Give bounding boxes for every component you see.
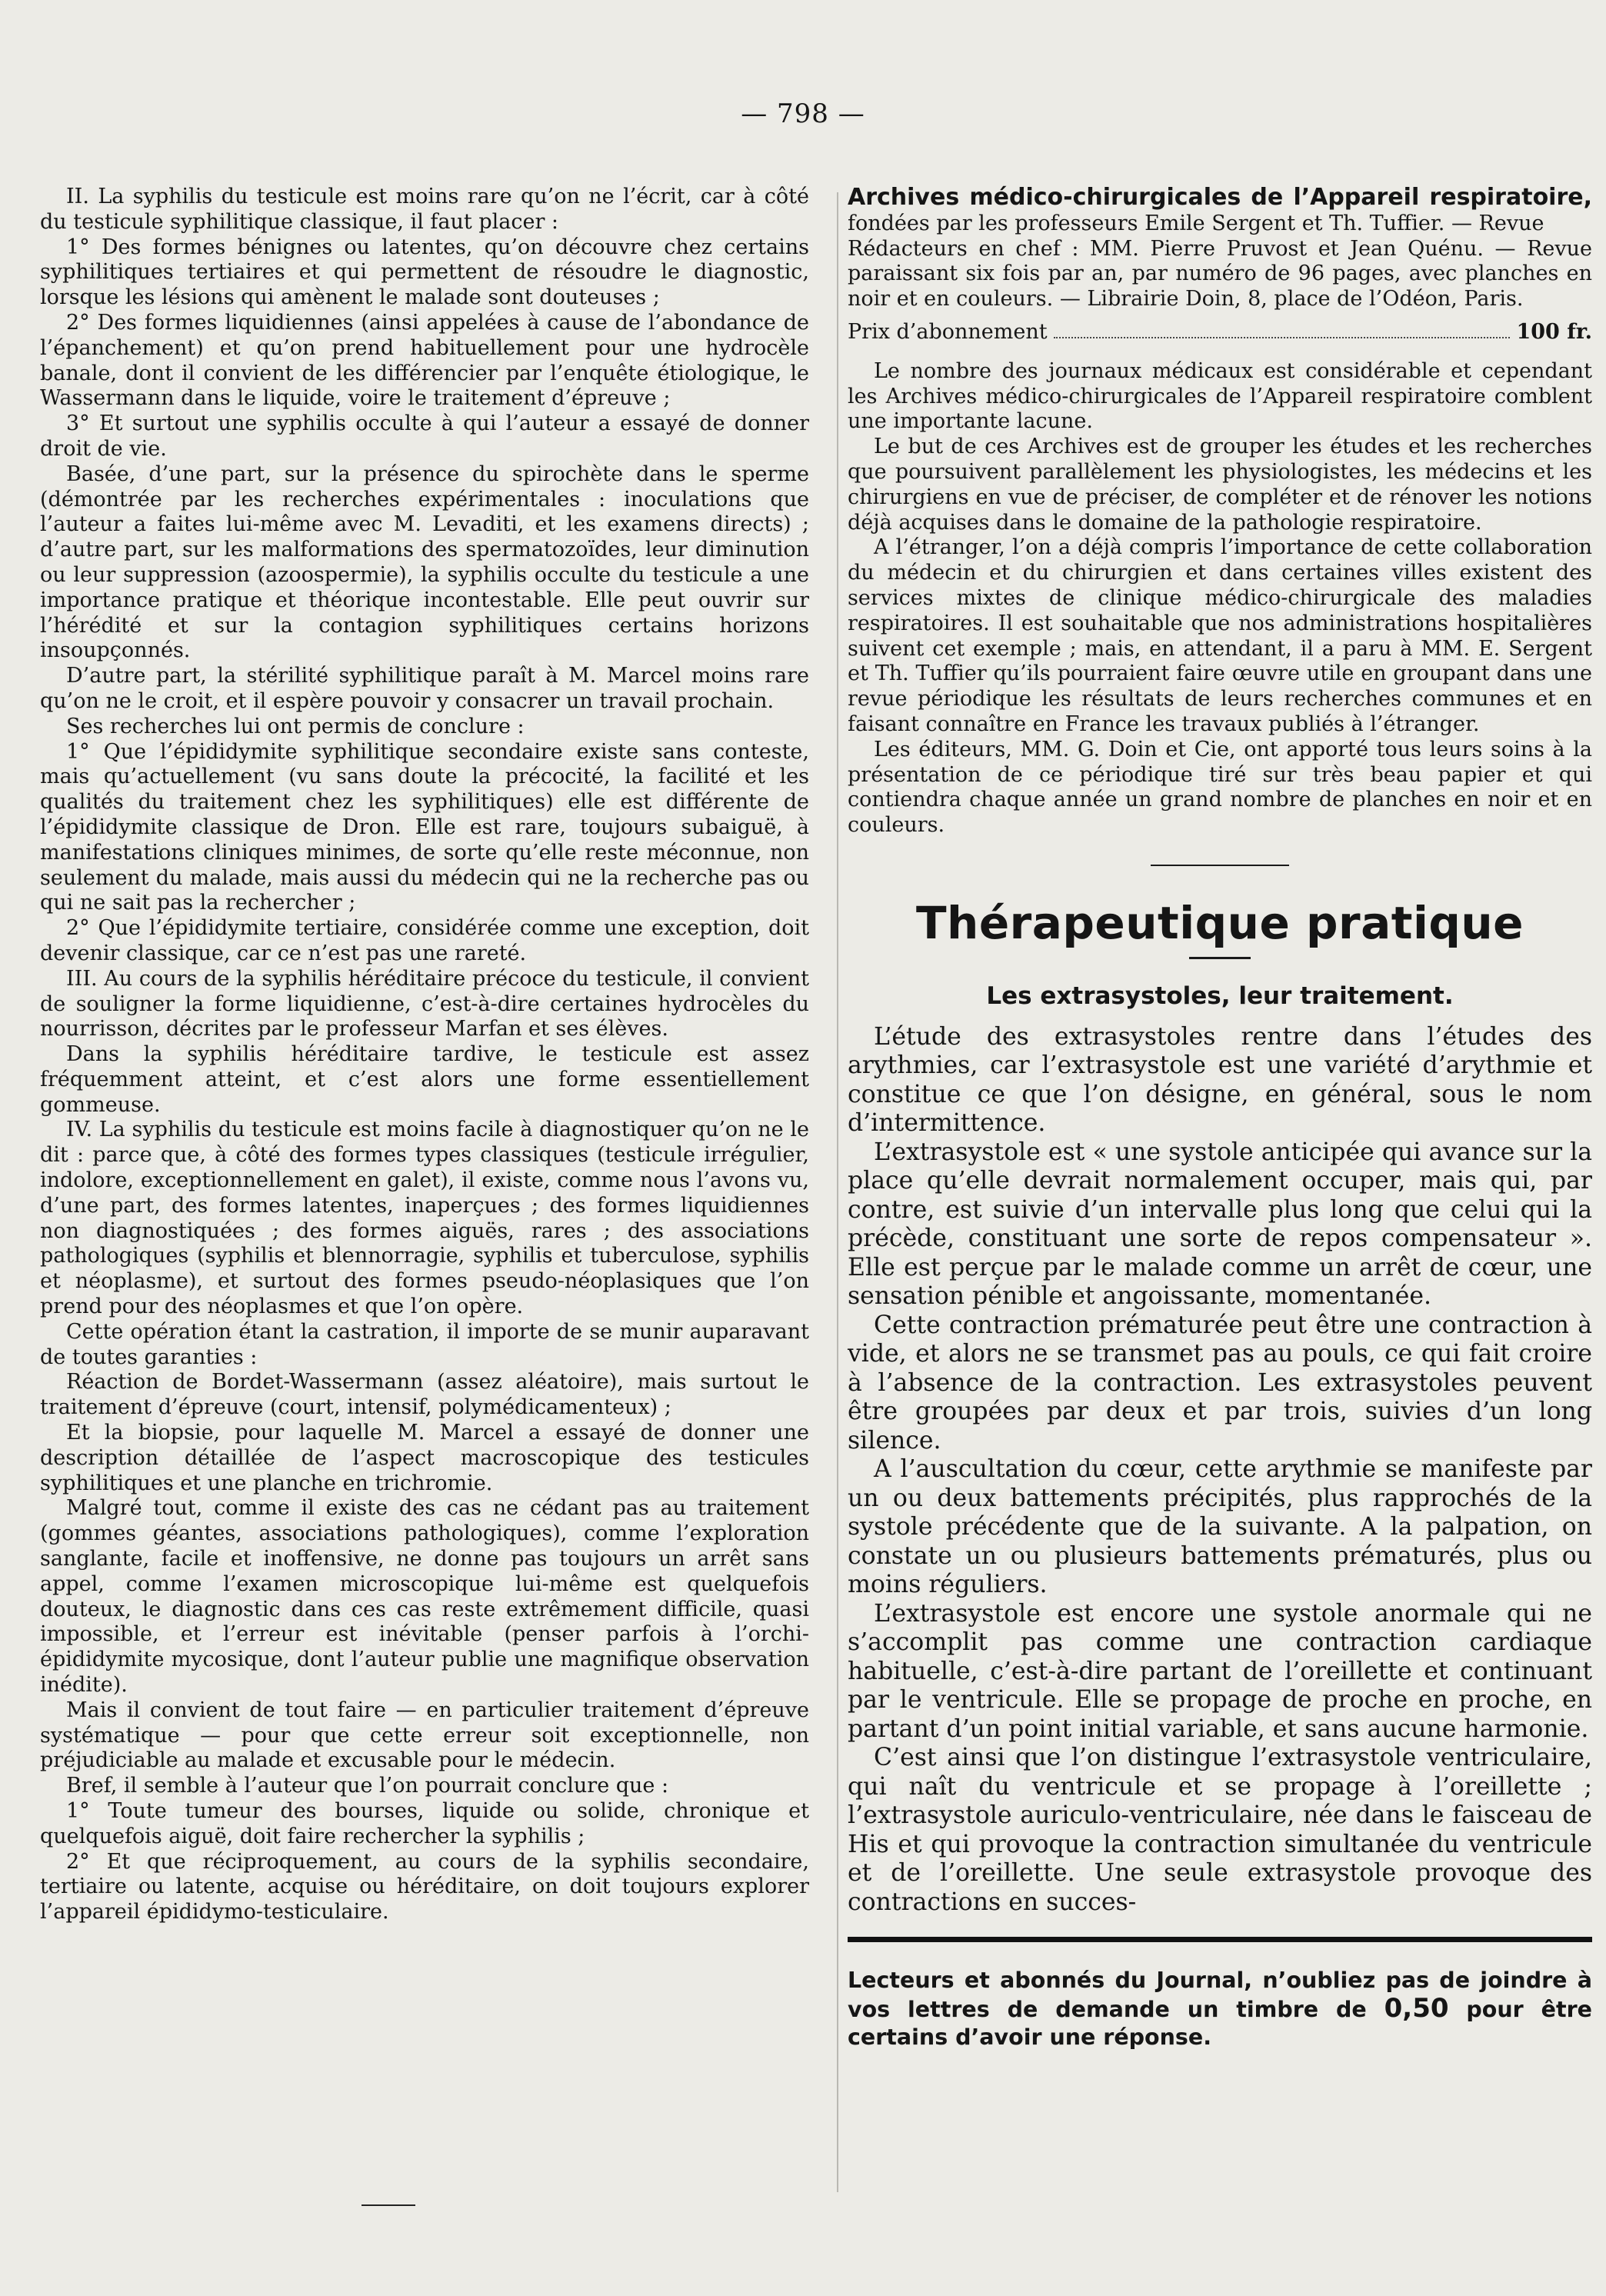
- page-number: — 798 —: [741, 98, 865, 129]
- article-paragraph: A l’auscultation du cœur, cette arythmie se manifeste par un ou deux battements précipités, plus rapprochés de la systole précédente que de la suivante. A la palpation, on constate un ou plusieurs battements prématurés, plus ou moins réguliers.: [848, 1455, 1592, 1599]
- paragraph: 3° Et surtout une syphilis occulte à qui l’auteur a essayé de donner droit de vie.: [40, 412, 809, 461]
- article-paragraph: C’est ainsi que l’on distingue l’extrasystole ventriculaire, qui naît du ventricule et se propage à l’oreillette ; l’extrasystole auriculo-ventriculaire, née dans le faisceau de His et qui provoque la contraction simultanée du ventricule et de l’oreillette. Une seule extrasystole provoque des contractions en succes-: [848, 1744, 1592, 1916]
- paragraph: 2° Que l’épididymite tertiaire, considérée comme une exception, doit devenir classique, car ce n’est pas une rareté.: [40, 916, 809, 965]
- article-body: [848, 1023, 1592, 1918]
- notice-rule: [848, 1937, 1592, 1942]
- column-divider: [837, 192, 838, 2192]
- section-title: Thérapeutique pratique: [915, 896, 1524, 949]
- section-separator: [1151, 865, 1289, 866]
- paragraph: Bref, il semble à l’auteur que l’on pourrait conclure que :: [66, 1774, 669, 1798]
- article-paragraph: L’extrasystole est encore une systole anormale qui ne s’accomplit pas comme une contraction cardiaque habituelle, c’est-à-dire partant de l’oreillette et continuant par le ventricule. Elle se propage de proche en proche, en partant d’un point initial variable, et sans aucune harmonie.: [848, 1599, 1592, 1743]
- left-column: [40, 185, 809, 1925]
- paragraph: Malgré tout, comme il existe des cas ne cédant pas au traitement (gommes géantes, associations pathologiques), comme l’exploration sanglante, facile et inoffensive, ne donne pas toujours un arrêt sans appel, comme l’examen microscopique lui-même est quelquefois douteux, le diagnostic dans ces cas reste extrêmement difficile, quasi impossible, et l’erreur est inévitable (penser parfois à l’orchi-épididymite mycosique, dont l’auteur publie une magnifique observation inédite).: [40, 1496, 809, 1698]
- stamp-value: 0,50: [1384, 1993, 1449, 2024]
- paragraph: II. La syphilis du testicule est moins rare qu’on ne l’écrit, car à côté du testicule syphilitique classique, il faut placer :: [40, 185, 809, 234]
- paragraph: IV. La syphilis du testicule est moins facile à diagnostiquer qu’on ne le dit : parce que, à côté des formes types classiques (testicule irrégulier, indolore, exceptionnellement en galet), il existe, comme nous l’avons vu, d’une part, des formes latentes, inaperçues ; des formes liquidiennes non diagnostiquées ; des formes aiguës, rares ; des associations pathologiques (syphilis et blennorragie, syphilis et tuberculose, syphilis et néoplasme), et surtout des formes pseudo-néoplasiques que l’on prend pour des néoplasmes et que l’on opère.: [40, 1118, 809, 1319]
- end-rule: [362, 2204, 415, 2206]
- paragraph: 2° Des formes liquidiennes (ainsi appelées à cause de l’abondance de l’épanchement) et qu’on prend habituellement pour une hydrocèle banale, dont il convient de les différencier par l’enquête étiologique, le Wassermann dans le liquide, voire le traitement d’épreuve ;: [40, 310, 809, 411]
- article-title: Les extrasystoles, leur traitement.: [986, 981, 1454, 1010]
- paragraph: Basée, d’une part, sur la présence du spirochète dans le sperme (démontrée par les recherches expérimentales : inoculations que l’auteur a faites lui-même avec M. Levaditi, et les examens directs) ; d’autre part, sur les malformations des spermatozoïdes, leur diminution ou leur suppression (azoospermie), la syphilis occulte du testicule a une importance pratique et théorique incontestable. Elle peut ouvrir sur l’hérédité et sur la contagion syphilitiques certains horizons insoupçonnés.: [40, 462, 809, 663]
- paragraph: 2° Et que réciproquement, au cours de la syphilis secondaire, tertiaire ou latente, acquise ou héréditaire, on doit toujours explorer l’appareil épididymo-testiculaire.: [40, 1849, 809, 1924]
- subscription-price: [848, 320, 1592, 345]
- article-paragraph: Cette contraction prématurée peut être une contraction à vide, et alors ne se transmet pas au pouls, ce qui fait croire à l’absence de la contraction. Les extrasystoles peuvent être groupées par deux et par trois, suivies d’un long silence.: [848, 1311, 1592, 1455]
- paragraph: III. Au cours de la syphilis héréditaire précoce du testicule, il convient de souligner la forme liquidienne, c’est-à-dire certaines hydrocèles du nourrisson, décrites par le professeur Marfan et ses élèves.: [40, 966, 809, 1041]
- review-paragraph: Le but de ces Archives est de grouper les études et les recherches que poursuivent parallèlement les physiologistes, les médecins et les chirurgiens en vue de préciser, de compléter et de rénover les notions déjà acquises dans le domaine de la pathologie respiratoire.: [848, 435, 1592, 535]
- journal-notice: [848, 185, 1592, 237]
- paragraph: Cette opération étant la castration, il importe de se munir auparavant de toutes garanties :: [40, 1319, 809, 1369]
- paragraph: Dans la syphilis héréditaire tardive, le testicule est assez fréquemment atteint, et c’est alors une forme essentiellement gommeuse.: [40, 1042, 809, 1117]
- paragraph: 1° Toute tumeur des bourses, liquide ou solide, chronique et quelquefois aiguë, doit faire rechercher la syphilis ;: [40, 1799, 809, 1848]
- reader-notice: [848, 1967, 1592, 2051]
- title-underline: [1189, 957, 1251, 959]
- paragraph: Mais il convient de tout faire — en particulier traitement d’épreuve systématique — pour que cette erreur soit exceptionnelle, non préjudiciable au malade et excusable pour le médecin.: [40, 1698, 809, 1773]
- review-paragraph: Les éditeurs, MM. G. Doin et Cie, ont apporté tous leurs soins à la présentation de ce périodique tiré sur très beau papier et qui contiendra chaque année un grand nombre de planches en noir et en couleurs.: [848, 737, 1592, 838]
- journal-editors: Rédacteurs en chef : MM. Pierre Pruvost et Jean Quénu. — Revue paraissant six fois par an, par numéro de 96 pages, avec planches en noir et en couleurs. — Librairie Doin, 8, place de l’Odéon, Paris.: [848, 236, 1592, 312]
- journal-founders: fondées par les professeurs Emile Sergent et Th. Tuffier. — Revue: [848, 211, 1544, 235]
- paragraph: Ses recherches lui ont permis de conclure :: [66, 714, 525, 738]
- notice-text-after: pour être certains d’avoir une réponse.: [848, 1997, 1592, 2051]
- right-column: [848, 185, 1592, 2051]
- paragraph: 1° Des formes bénignes ou latentes, qu’on découvre chez certains syphilitiques tertiaires et qui permettent de résoudre le diagnostic, lorsque les lésions qui amènent le malade sont douteuses ;: [40, 235, 809, 310]
- paragraph: Réaction de Bordet-Wassermann (assez aléatoire), mais surtout le traitement d’épreuve (court, intensif, polymédicamenteux) ;: [40, 1370, 809, 1420]
- article-paragraph: L’étude des extrasystoles rentre dans l’études des arythmies, car l’extrasystole est une variété d’arythmie et constitue ce que l’on désigne, en général, sous le nom d’intermittence.: [848, 1022, 1592, 1138]
- paragraph: Et la biopsie, pour laquelle M. Marcel a essayé de donner une description détaillée de l’aspect macroscopique des testicules syphilitiques et une planche en trichromie.: [40, 1421, 809, 1495]
- dot-leader: [1054, 337, 1511, 338]
- journal-title: Archives médico-chirurgicales de l’Appareil respiratoire,: [848, 184, 1592, 211]
- review-paragraph: A l’étranger, l’on a déjà compris l’importance de cette collaboration du médecin et du chirurgien et dans certaines villes existent des services mixtes de clinique médico-chirurgicale des maladies respiratoires. Il est souhaitable que nos administrations hospitalières suivent cet exemple ; mais, en attendant, il a paru à MM. E. Sergent et Th. Tuffier qu’ils pourraient faire œuvre utile en groupant dans une revue périodique les résultats de leurs recherches communes et en faisant connaître en France les travaux publiés à l’étranger.: [848, 535, 1592, 736]
- paragraph: D’autre part, la stérilité syphilitique paraît à M. Marcel moins rare qu’on ne le croit, et il espère pouvoir y consacrer un travail prochain.: [40, 664, 809, 713]
- article-paragraph: L’extrasystole est « une systole anticipée qui avance sur la place qu’elle devrait normalement occuper, mais qui, par contre, est suivie d’un intervalle plus long que celui qui la précède, constituant une sorte de repos compensateur ». Elle est perçue par le malade comme un arrêt de cœur, une sensation pénible et angoissante, momentanée.: [848, 1138, 1592, 1311]
- paragraph: 1° Que l’épididymite syphilitique secondaire existe sans conteste, mais qu’actuellement (vu sans doute la précocité, la facilité et les qualités du traitement chez les syphilitiques) elle est différente de l’épididymite classique de Dron. Elle est rare, toujours subaiguë, à manifestations cliniques minimes, de sorte qu’elle reste méconnue, non seulement du malade, mais aussi du médecin qui ne la recherche pas ou qui ne sait pas la rechercher ;: [40, 739, 809, 915]
- review-paragraph: Le nombre des journaux médicaux est considérable et cependant les Archives médico-chirurgicales de l’Appareil respiratoire comblent une importante lacune.: [848, 358, 1592, 434]
- notice-text-before: Lecteurs et abonnés du Journal, n’oubliez pas de joindre à vos lettres de demande un timbre de: [848, 1968, 1592, 2023]
- price-value: 100 fr.: [1516, 319, 1592, 344]
- price-label: Prix d’abonnement: [848, 319, 1048, 344]
